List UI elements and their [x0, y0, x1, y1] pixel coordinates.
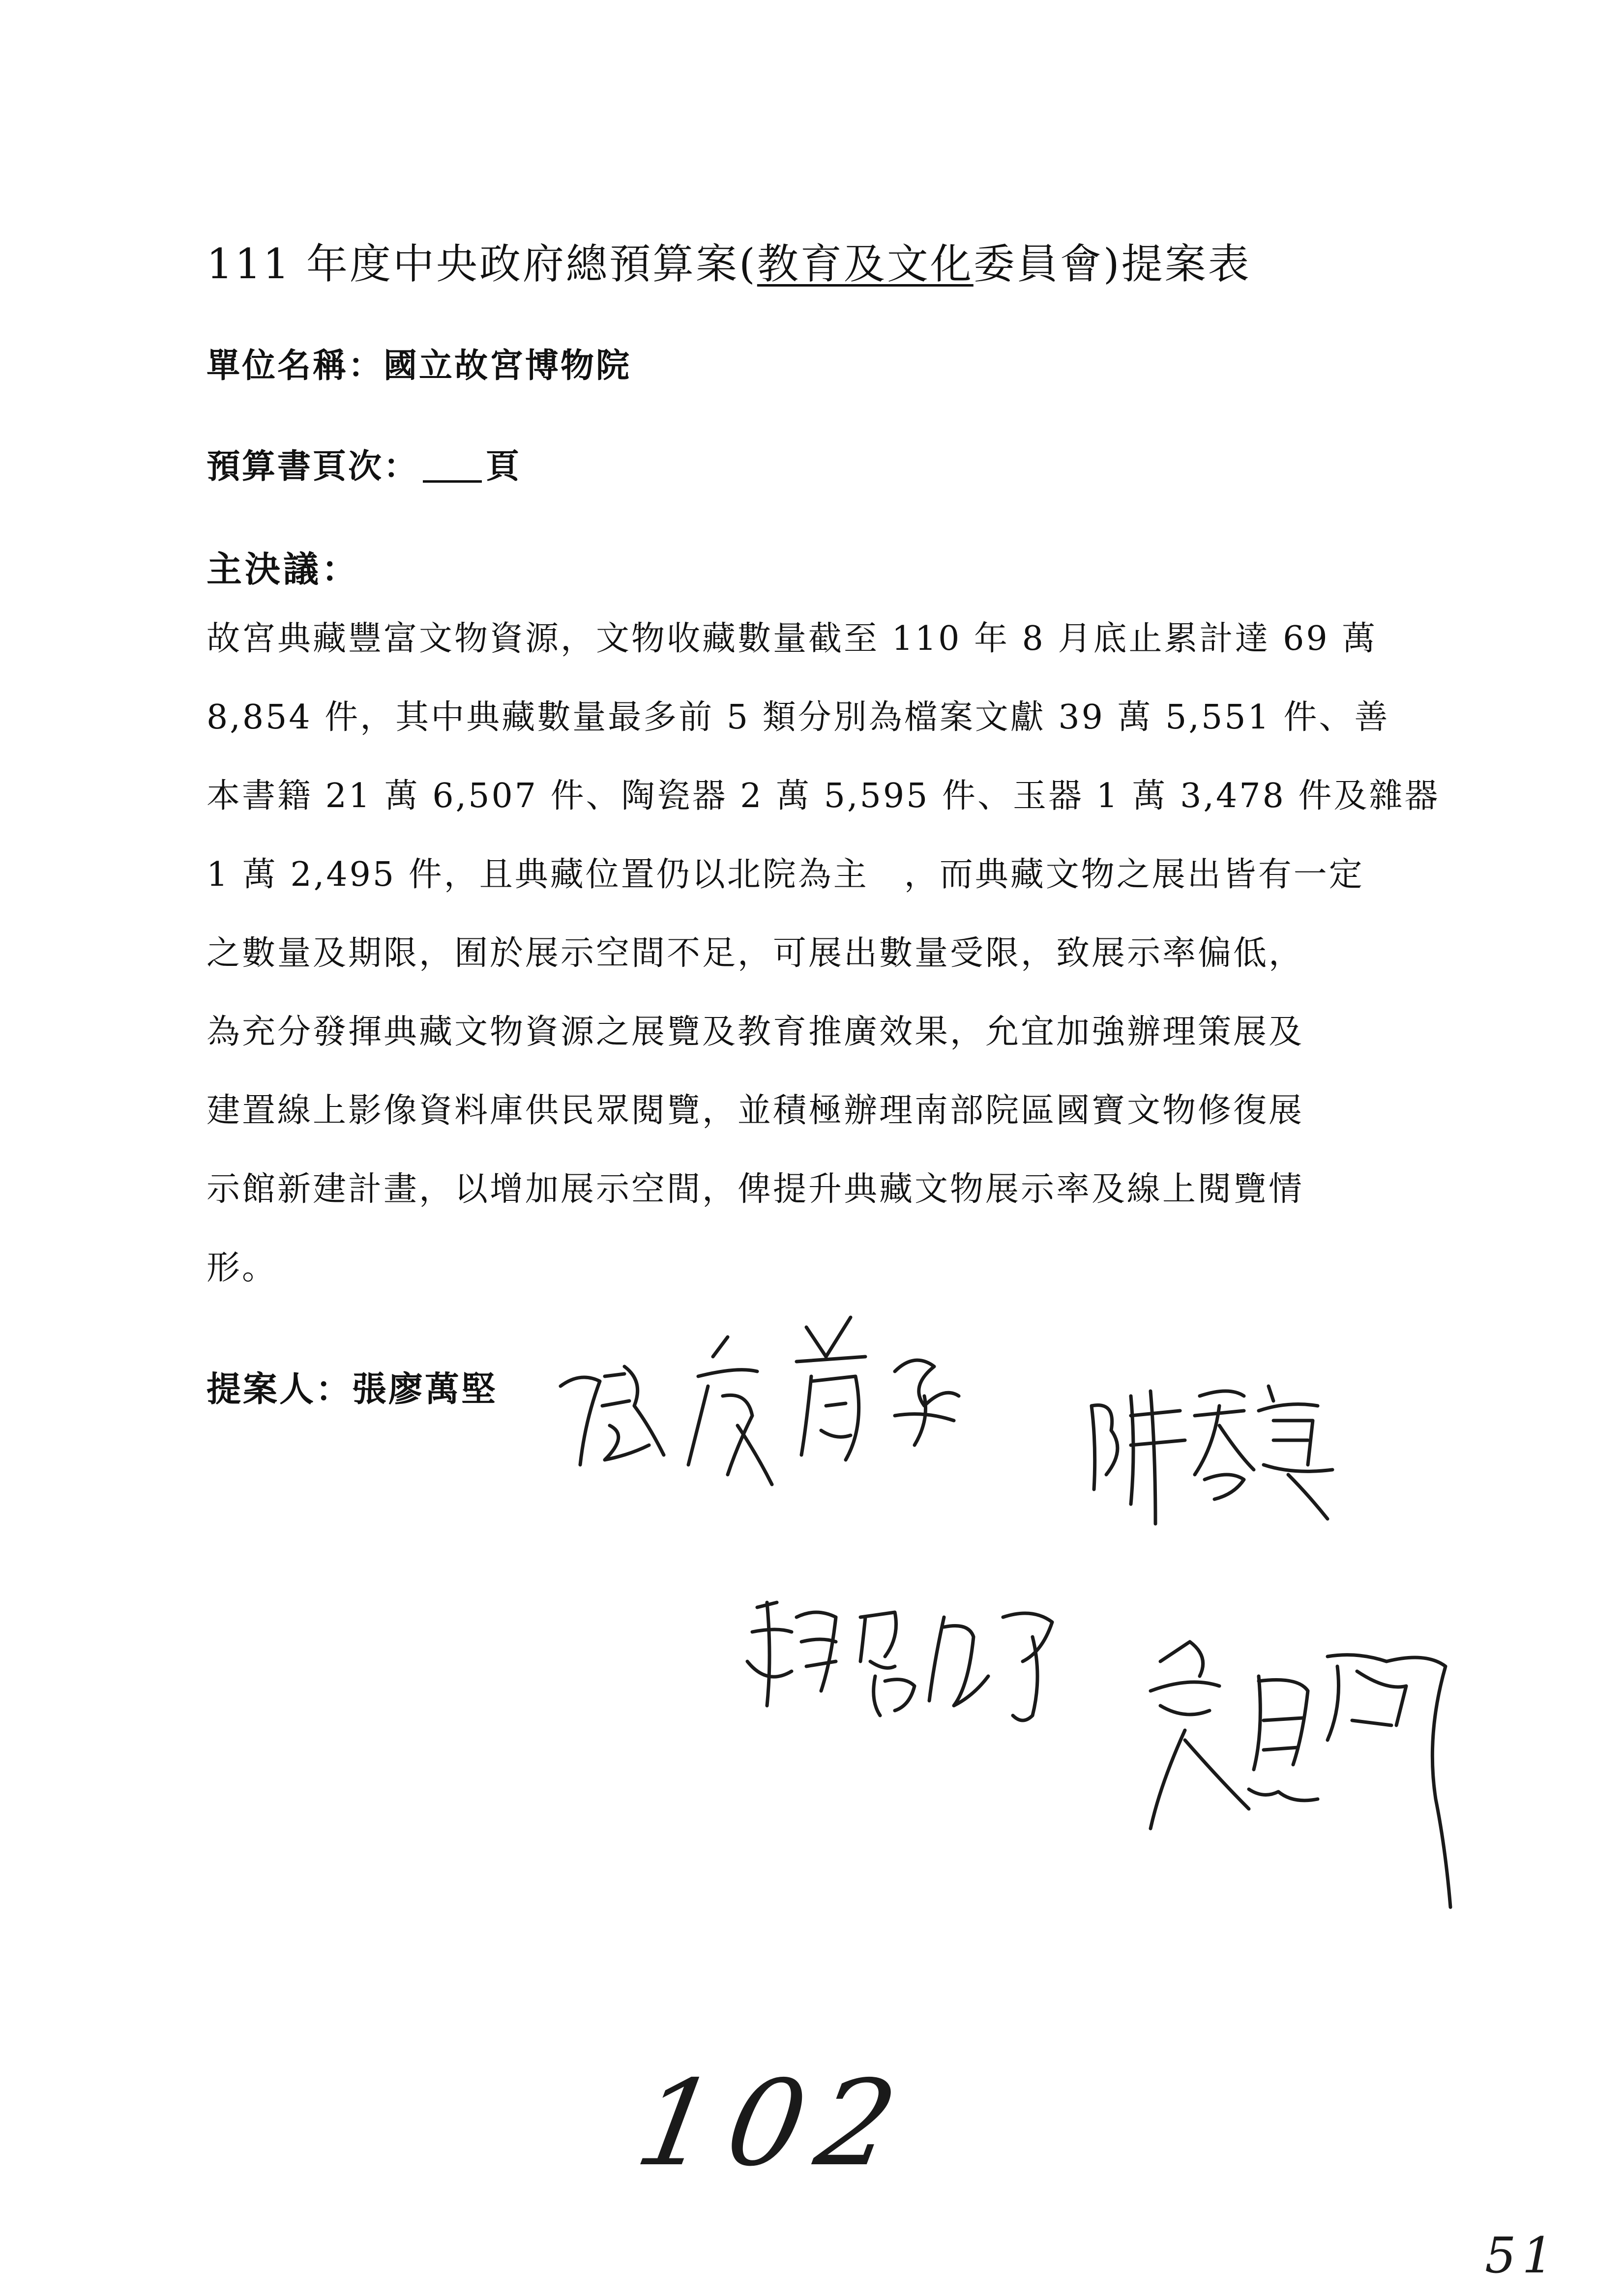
body-line: 8,854 件，其中典藏數量最多前 5 類分別為檔案文獻 39 萬 5,551 件、善: [207, 698, 1390, 737]
corner-page-number: 51: [1485, 2227, 1560, 2284]
body-line: 1 萬 2,495 件，且典藏位置仍以北院為主 ，而典藏文物之展出皆有一定: [207, 855, 1364, 894]
unit-value: 國立故宮博物院: [384, 347, 632, 385]
body-line: 本書籍 21 萬 6,507 件、陶瓷器 2 萬 5,595 件、玉器 1 萬 3,478 件及雜器: [207, 777, 1440, 815]
unit-label: 單位名稱：: [207, 347, 384, 385]
document-title: [207, 231, 1251, 291]
body-line: 之數量及期限，囿於展示空間不足，可展出數量受限，致展示率偏低，: [207, 934, 1304, 973]
body-line: 建置線上影像資料庫供民眾閱覽，並積極辦理南部院區國寶文物修復展: [207, 1091, 1304, 1130]
body-line: 示館新建計畫，以增加展示空間，俾提升典藏文物展示率及線上閱覽情: [207, 1170, 1304, 1209]
signature-4: [1131, 1622, 1475, 1937]
proposer-label: 提案人：: [207, 1369, 352, 1409]
signature-1: [551, 1298, 1033, 1543]
body-line: 形。: [207, 1249, 278, 1287]
proposer: [207, 1362, 498, 1411]
resolution-heading: 主決議：: [207, 549, 360, 590]
budget-page-suffix: 頁: [486, 447, 522, 486]
page-number: 102: [627, 2055, 921, 2192]
budget-page-field: [207, 440, 521, 488]
signature-2: [1082, 1376, 1357, 1543]
resolution-body: [207, 617, 1440, 1325]
unit-field: [207, 339, 631, 387]
budget-page-blank: [423, 451, 482, 483]
title-prefix: 111 年度中央政府總預算案(: [207, 240, 757, 288]
title-suffix: 委員會)提案表: [973, 240, 1251, 288]
body-line: 故宮典藏豐富文物資源，文物收藏數量截至 110 年 8 月底止累計達 69 萬: [207, 619, 1378, 658]
signature-3: [738, 1588, 1092, 1735]
body-line: 為充分發揮典藏文物資源之展覽及教育推廣效果，允宜加強辦理策展及: [207, 1013, 1304, 1051]
title-committee: 教育及文化: [757, 240, 974, 288]
proposer-name: 張廖萬堅: [352, 1369, 498, 1409]
budget-page-label: 預算書頁次：: [207, 447, 419, 486]
